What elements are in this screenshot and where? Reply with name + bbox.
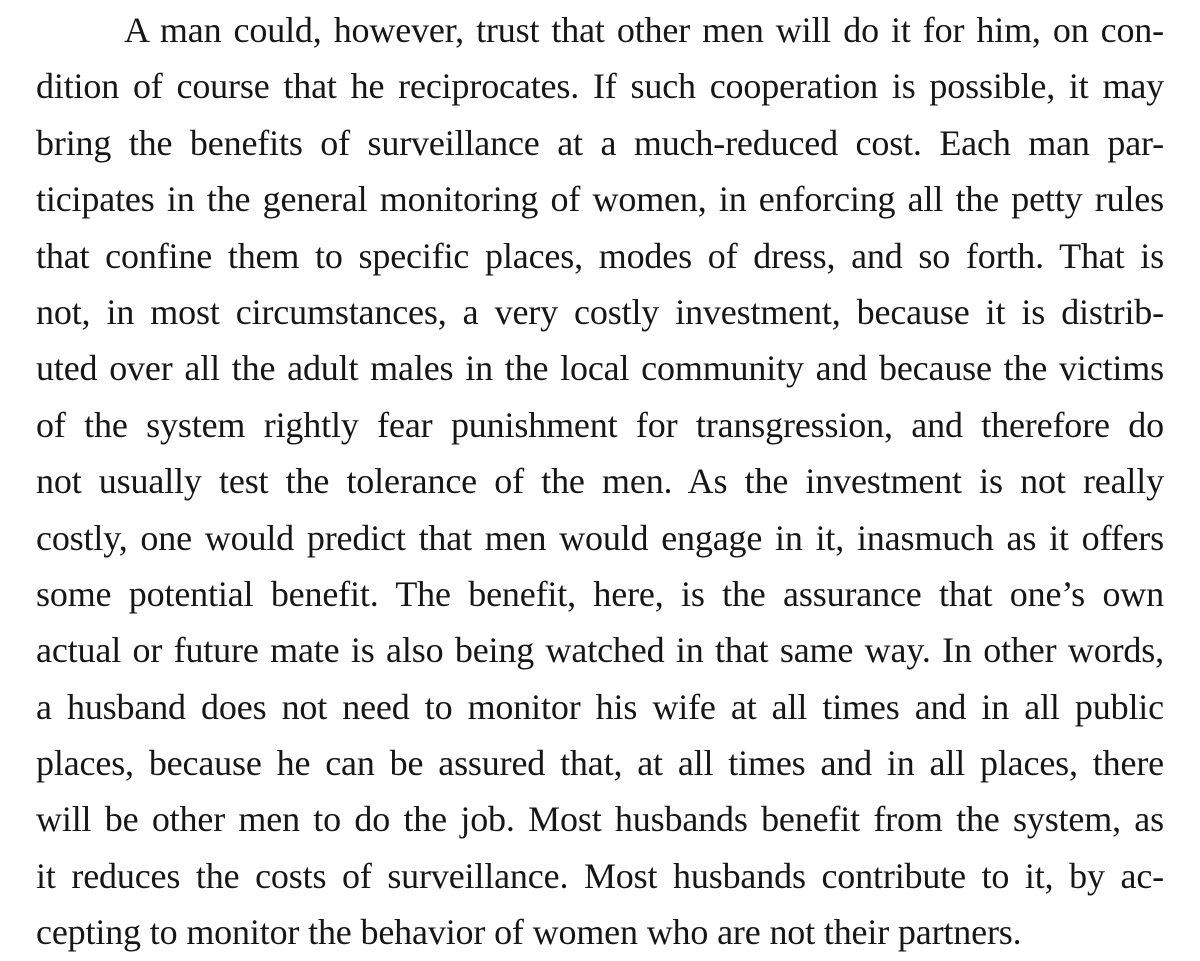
text-line: some potential benefit. The benefit, here, is the assurance that one’s own xyxy=(36,573,1164,614)
text-line: cepting to monitor the behavior of women who are not their partners. xyxy=(36,912,1022,953)
book-page xyxy=(36,2,1164,961)
text-line: not usually test the tolerance of the men. As the investment is not really xyxy=(36,461,1164,502)
text-line: dition of course that he reciprocates. If such cooperation is possible, it may xyxy=(36,66,1164,107)
text-line: will be other men to do the job. Most husbands benefit from the system, as xyxy=(36,799,1164,840)
text-line: not, in most circumstances, a very costly investment, because it is distrib- xyxy=(36,291,1164,332)
body-paragraph xyxy=(36,2,1164,961)
text-line: actual or future mate is also being watched in that same way. In other words, xyxy=(36,630,1164,671)
text-line: that confine them to specific places, modes of dress, and so forth. That is xyxy=(36,235,1164,276)
text-line: A man could, however, trust that other men will do it for him, on con- xyxy=(124,10,1164,50)
text-line: places, because he can be assured that, at all times and in all places, there xyxy=(36,743,1164,784)
text-line: of the system rightly fear punishment for transgression, and therefore do xyxy=(36,404,1164,445)
text-line: ticipates in the general monitoring of women, in enforcing all the petty rules xyxy=(36,179,1164,220)
text-line: uted over all the adult males in the local community and because the victims xyxy=(36,348,1164,389)
text-line: it reduces the costs of surveillance. Most husbands contribute to it, by ac- xyxy=(36,855,1164,896)
text-line: costly, one would predict that men would engage in it, inasmuch as it offers xyxy=(36,517,1164,558)
text-line: bring the benefits of surveillance at a much-reduced cost. Each man par- xyxy=(36,122,1164,163)
text-line: a husband does not need to monitor his wife at all times and in all public xyxy=(36,686,1164,727)
